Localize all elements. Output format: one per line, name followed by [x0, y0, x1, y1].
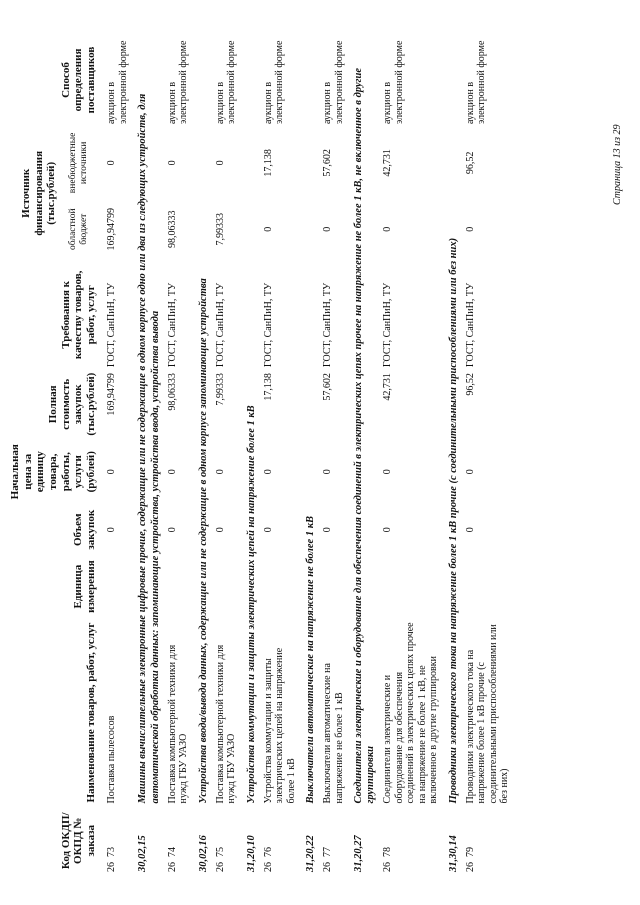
- okdp-code: 26: [214, 862, 226, 872]
- item-requirements: ГОСТ, СанПиН, ТУ: [322, 282, 334, 368]
- item-requirements: ГОСТ, СанПиН, ТУ: [166, 282, 178, 368]
- header-funding-regional: областной бюджет: [68, 208, 89, 250]
- item-extra-budget: 0: [106, 160, 118, 166]
- item-name: Поставка пылесосов: [106, 715, 118, 804]
- section-row: [132, 33, 163, 875]
- item-requirements: ГОСТ, СанПиН, ТУ: [106, 282, 118, 368]
- table-row: [103, 33, 132, 875]
- item-method: аукцион в электронной форме: [262, 40, 286, 124]
- item-extra-budget: 57,602: [322, 149, 334, 177]
- item-name: Соединители электрические и оборудование для обеспечения соединений в электрических цепях прочее на напряжение не более 1 кВ, не включенное в другие группировки: [382, 622, 440, 804]
- header-requirements: Требования к качеству товаров, работ, услуг: [59, 270, 97, 360]
- item-unit: [164, 555, 193, 619]
- item-volume: 0: [382, 527, 394, 533]
- item-unit: [319, 555, 348, 619]
- item-extra-budget: 17,138: [262, 149, 274, 177]
- item-regional-budget: 0: [382, 226, 394, 232]
- section-code: 31,20,22: [305, 835, 317, 872]
- order-code: [379, 807, 443, 876]
- item-volume: 0: [262, 527, 274, 533]
- section-row: [300, 33, 319, 875]
- order-code: [319, 807, 348, 876]
- item-cost: 169,94799: [106, 373, 118, 416]
- item-price: 0: [464, 469, 476, 475]
- section-code: 30,02,15: [137, 835, 149, 872]
- order-number: 73: [106, 847, 118, 857]
- item-regional-budget: 7,99333: [214, 212, 226, 246]
- item-price: 0: [382, 469, 394, 475]
- item-regional-budget: 98,06333: [166, 210, 178, 248]
- item-cost: 42,731: [382, 373, 394, 401]
- page-footer: Страница 13 из 29: [612, 124, 623, 205]
- header-unit: Единица измерения: [72, 560, 97, 613]
- item-regional-budget: 0: [262, 226, 274, 232]
- item-extra-budget: 96,52: [464, 151, 476, 175]
- order-number: 76: [262, 847, 274, 857]
- section-title: Выключатели автоматические на напряжение не более 1 кВ: [305, 515, 317, 804]
- item-unit: [103, 555, 132, 619]
- header-volume: Объем закупок: [72, 509, 97, 550]
- okdp-code: 26: [106, 862, 118, 872]
- section-title: Машины вычислительные электронные цифровые прочие, содержащие или не содержащие в одном корпусе одно или два из следующих устройств, для автоматической обработки данных: запоминающие устройства, устройства ввода, устройства вывода: [137, 93, 161, 804]
- item-extra-budget: 0: [166, 160, 178, 166]
- header-funding-extra: внебюджетные источники: [68, 132, 89, 194]
- order-code: [164, 807, 193, 876]
- order-code: [462, 807, 514, 876]
- table-row: [379, 33, 443, 875]
- item-method: аукцион в электронной форме: [214, 40, 238, 124]
- item-volume: 0: [322, 527, 334, 533]
- section-title: Проводники электрического тока на напряжение более 1 кВ прочие (с соединительными приспособлениями или без них): [447, 237, 459, 804]
- order-number: 75: [214, 847, 226, 857]
- item-method: аукцион в электронной форме: [166, 40, 190, 124]
- table-row: [319, 33, 348, 875]
- section-title: Устройства ввода/вывода данных, содержащие или не содержащие в одном корпусе запоминающие устройства: [197, 278, 209, 804]
- order-code: [103, 807, 132, 876]
- section-title: Соединители электрические и оборудование для обеспечения соединений в электрических цепях прочее на напряжение не более 1 кВ, не включенное в другие группировки: [353, 68, 377, 804]
- item-cost: 96,52: [464, 373, 476, 396]
- item-extra-budget: 42,731: [382, 149, 394, 177]
- item-cost: 57,602: [322, 373, 334, 401]
- section-row: [193, 33, 212, 875]
- item-requirements: ГОСТ, СанПиН, ТУ: [214, 282, 226, 368]
- table-row: [260, 33, 301, 875]
- section-row: [241, 33, 260, 875]
- item-unit: [462, 555, 514, 619]
- item-requirements: ГОСТ, СанПиН, ТУ: [382, 282, 394, 368]
- item-requirements: ГОСТ, СанПиН, ТУ: [262, 282, 274, 368]
- order-number: 79: [464, 847, 476, 857]
- item-name: Поставка компьютерной техники для нужд ГБУ УАЗО: [214, 644, 238, 804]
- okdp-code: 26: [166, 862, 178, 872]
- item-price: 0: [106, 469, 118, 475]
- item-name: Проводники электрического тока на напряжение более 1 кВ прочие (с соединительными приспособлениями или без них): [464, 624, 511, 804]
- item-cost: 98,06333: [166, 373, 178, 411]
- table-row: [212, 33, 241, 875]
- table-row: [462, 33, 514, 875]
- header-method: Способ определения поставщиков: [59, 46, 97, 114]
- order-number: 78: [382, 847, 394, 857]
- section-row: [443, 33, 462, 875]
- item-extra-budget: 0: [214, 160, 226, 166]
- okdp-code: 26: [262, 862, 274, 872]
- item-name: Поставка компьютерной техники для нужд ГБУ УАЗО: [166, 644, 190, 804]
- okdp-code: 26: [382, 862, 394, 872]
- okdp-code: 26: [464, 862, 476, 872]
- item-cost: 7,99333: [214, 373, 226, 406]
- order-code: [212, 807, 241, 876]
- item-method: аукцион в электронной форме: [322, 40, 345, 124]
- section-code: 31,20,10: [245, 835, 257, 872]
- item-method: аукцион в электронной форме: [106, 40, 129, 124]
- item-name: Выключатели автоматические на напряжение не более 1 кВ: [322, 663, 345, 804]
- order-number: 77: [322, 847, 334, 857]
- section-code: 31,30,14: [447, 835, 459, 872]
- item-volume: 0: [166, 527, 178, 533]
- order-number: 74: [166, 847, 178, 857]
- item-requirements: ГОСТ, СанПиН, ТУ: [464, 282, 476, 368]
- item-volume: 0: [106, 527, 118, 533]
- item-price: 0: [214, 469, 226, 475]
- section-title: Устройства коммутации и защиты электрических цепей на напряжение более 1 кВ: [245, 405, 257, 804]
- table-row: [164, 33, 193, 875]
- item-unit: [212, 555, 241, 619]
- header-funding: Источник финансирования (тыс.рублей): [20, 150, 58, 236]
- item-cost: 17,138: [262, 373, 274, 401]
- header-full-cost: Полная стоимость закупок (тыс.рублей): [46, 372, 97, 436]
- section-code: 31,20,27: [353, 835, 365, 872]
- item-unit: [379, 555, 443, 619]
- table-body: [103, 33, 514, 875]
- item-price: 0: [322, 469, 334, 475]
- header-name: Наименование товаров, работ, услуг: [84, 622, 97, 803]
- item-method: аукцион в электронной форме: [464, 40, 488, 124]
- order-code: [260, 807, 301, 876]
- item-regional-budget: 0: [322, 226, 334, 232]
- item-price: 0: [166, 469, 178, 475]
- item-regional-budget: 169,94799: [106, 207, 118, 251]
- item-price: 0: [262, 469, 274, 475]
- section-row: [348, 33, 379, 875]
- header-initial-price: Начальная цена за единицу товара, работы, услуги (рублей): [9, 444, 97, 500]
- item-name: Устройства коммутации и защиты электрических цепей на напряжение более 1 кВ: [262, 647, 297, 804]
- item-method: аукцион в электронной форме: [382, 40, 405, 124]
- procurement-table: [6, 33, 514, 875]
- item-regional-budget: 0: [464, 226, 476, 232]
- item-volume: 0: [464, 527, 476, 533]
- section-code: 30,02,16: [197, 835, 209, 872]
- header-code: Код ОКДП/ ОКПД № заказа: [59, 812, 97, 870]
- item-unit: [260, 555, 301, 619]
- item-volume: 0: [214, 527, 226, 533]
- okdp-code: 26: [322, 862, 334, 872]
